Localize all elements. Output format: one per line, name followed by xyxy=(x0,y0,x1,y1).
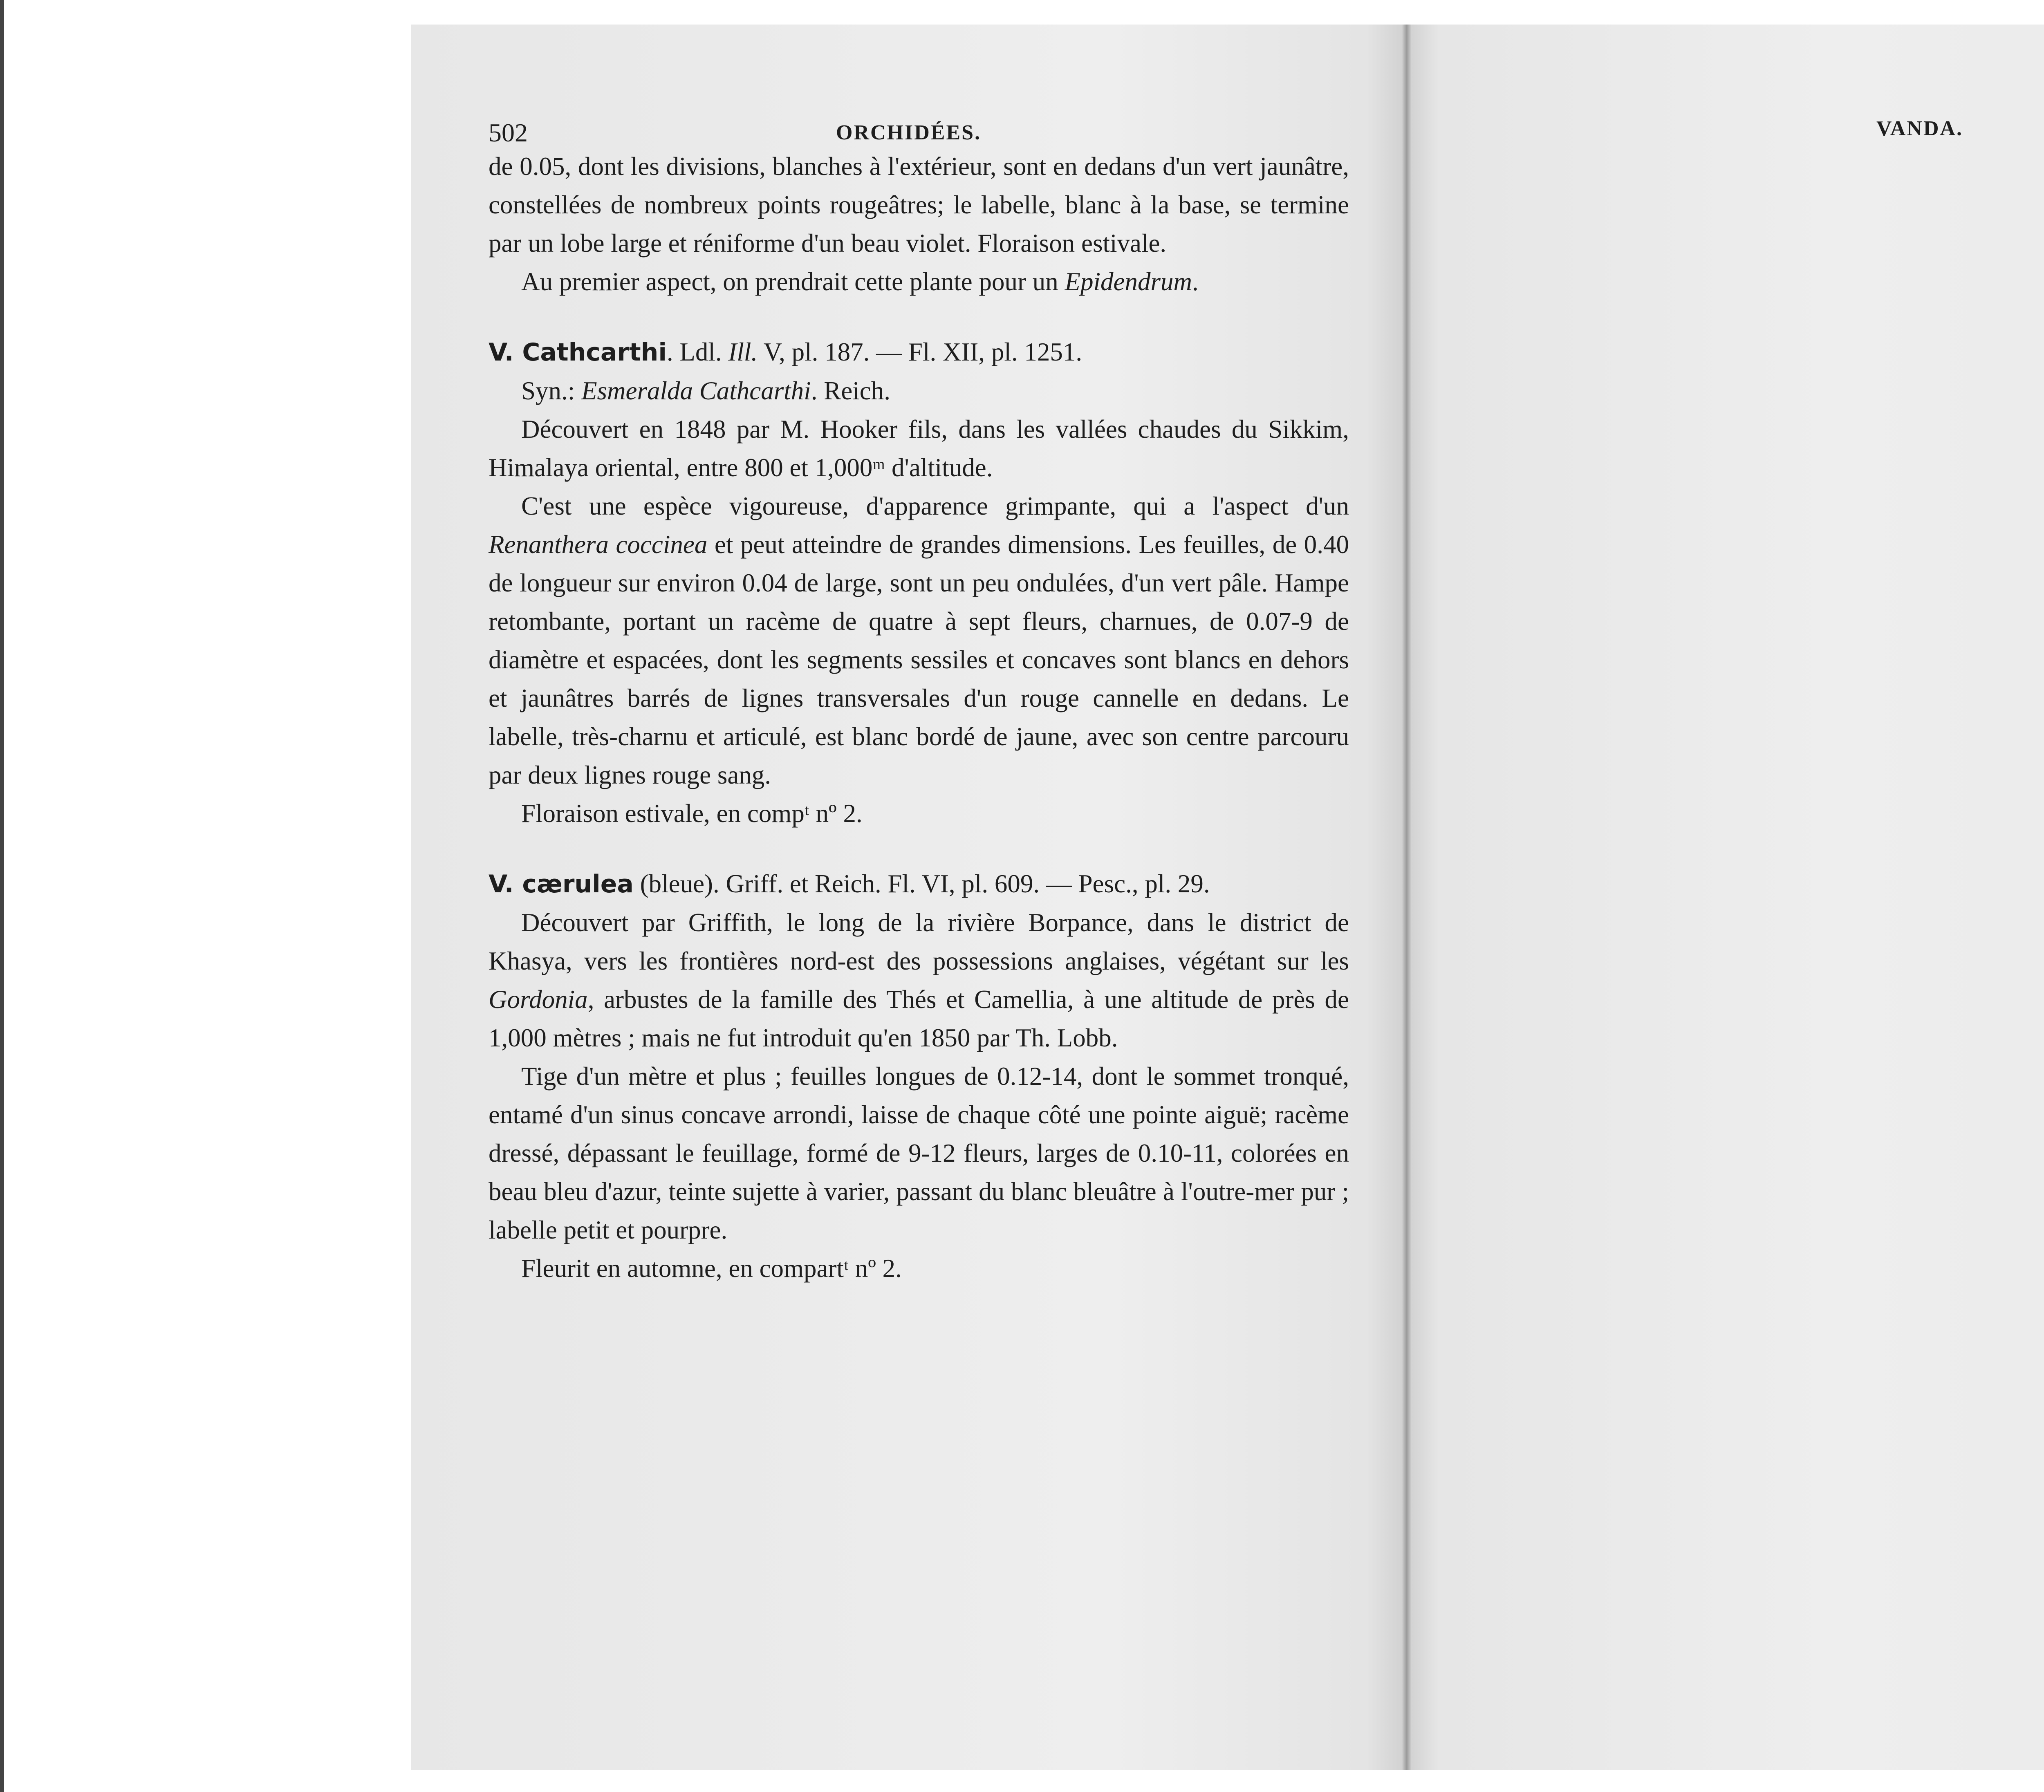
text-run: . Reich. xyxy=(811,376,890,405)
species-name: V. Cathcarthi xyxy=(489,338,667,367)
paragraph xyxy=(489,147,1349,262)
paragraph xyxy=(489,410,1349,487)
text-run: (bleue). Griff. et Reich. Fl. VI, pl. 609. — Pesc., pl. 29. xyxy=(633,869,1210,898)
text-run: C'est une espèce vigoureuse, d'apparence grimpante, qui a l'aspect d'un xyxy=(521,492,1349,520)
species-heading xyxy=(489,333,1349,372)
right-page xyxy=(1406,25,2044,1770)
italic-text: Renanthera coccinea xyxy=(489,530,708,559)
text-run: . xyxy=(1192,267,1199,296)
left-page xyxy=(411,25,1406,1770)
italic-text: Gordonia xyxy=(489,985,588,1014)
book-gutter xyxy=(1402,25,1411,1770)
text-run: , arbustes de la famille des Thés et Camellia, à une altitude de près de 1,000 mètres ; mais ne fut introduit qu'en 1850 par Th. Lobb. xyxy=(489,985,1349,1052)
left-page-number: 502 xyxy=(489,118,528,147)
text-run: Fleurit en automne, en compartᵗ nº 2. xyxy=(521,1254,902,1283)
paragraph xyxy=(489,1249,1349,1288)
italic-text: Ill. xyxy=(728,338,758,366)
text-run: Découvert en 1848 par M. Hooker fils, dans les vallées chaudes du Sikkim, Himalaya oriental, entre 800 et 1,000ᵐ d'altitude. xyxy=(489,415,1349,482)
left-running-head: ORCHIDÉES. xyxy=(836,121,982,144)
text-run: . Ldl. xyxy=(666,338,728,366)
species-name: V. cærulea xyxy=(489,870,634,898)
text-run: et peut atteindre de grandes dimensions. Les feuilles, de 0.40 de longueur sur environ 0.04 de large, sont un peu ondulées, d'un vert pâle. Hampe retombante, portant un racème de quatre à sept fleurs, charnues, de 0.07-9 de diamètre et espacées, dont les segments sessiles et concaves sont blancs en dehors et jaunâtres barrés de lignes transversales d'un rouge cannelle en dedans. Le labelle, très-charnu et articulé, est blanc bordé de jaune, avec son centre parcouru par deux lignes rouge sang. xyxy=(489,530,1349,789)
open-book xyxy=(411,25,2044,1770)
paragraph xyxy=(489,262,1349,301)
text-run: V, pl. 187. — Fl. XII, pl. 1251. xyxy=(758,338,1083,366)
right-running-head: VANDA. xyxy=(1876,117,1963,140)
text-run: Découvert par Griffith, le long de la rivière Borpance, dans le district de Khasya, vers les frontières nord-est des possessions anglaises, végétant sur les xyxy=(489,908,1349,975)
paragraph xyxy=(489,903,1349,1057)
paragraph xyxy=(489,794,1349,833)
text-run: Tige d'un mètre et plus ; feuilles longues de 0.12-14, dont le sommet tronqué, entamé d'un sinus concave arrondi, laisse de chaque côté une pointe aiguë; racème dressé, dépassant le feuillage, formé de 9-12 fleurs, larges de 0.10-11, colorées en beau bleu d'azur, teinte sujette à varier, passant du blanc bleuâtre à l'outre-mer pur ; labelle petit et pourpre. xyxy=(489,1062,1349,1244)
left-page-body xyxy=(489,147,1349,1288)
text-run: Floraison estivale, en compᵗ nº 2. xyxy=(521,799,863,828)
italic-text: Epidendrum xyxy=(1065,267,1192,296)
text-run: Syn.: xyxy=(521,376,582,405)
italic-text: Esmeralda Cathcarthi xyxy=(581,376,811,405)
paragraph xyxy=(489,487,1349,794)
text-run: de 0.05, dont les divisions, blanches à l'extérieur, sont en dedans d'un vert jaunâtre, constellées de nombreux points rougeâtres; le labelle, blanc à la base, se termine par un lobe large et réniforme d'un beau violet. Floraison estivale. xyxy=(489,152,1349,258)
paragraph xyxy=(489,1057,1349,1249)
species-heading xyxy=(489,865,1349,903)
frame-edge xyxy=(0,0,4,1792)
paragraph xyxy=(489,372,1349,410)
text-run: Au premier aspect, on prendrait cette plante pour un xyxy=(521,267,1065,296)
